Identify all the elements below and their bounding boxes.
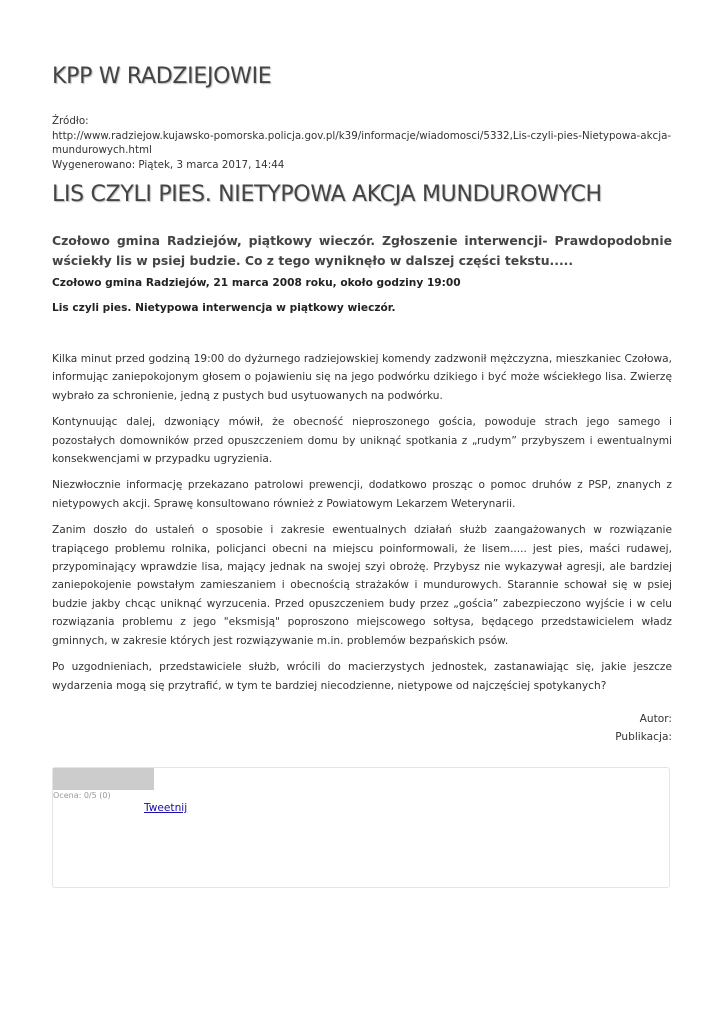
article-paragraph: Kontynuując dalej, dzwoniący mówił, że obecność nieproszonego gościa, powoduje strach jego samego i pozostałych domowników przed opuszczeniem domu by uniknąć spotkania z „rudym” przybyszem i ewentualnymi konsekwencjami w przypadku ugryzienia. <box>52 416 672 466</box>
source-block <box>52 114 672 172</box>
article-body <box>52 350 672 703</box>
article-meta <box>615 710 672 746</box>
author-label: Autor: <box>639 713 672 725</box>
site-title: KPP W RADZIEJOWIE <box>52 64 272 89</box>
article-dateline: Czołowo gmina Radziejów, 21 marca 2008 roku, około godziny 19:00 <box>52 277 461 289</box>
article-subtitle: Lis czyli pies. Nietypowa interwencja w piątkowy wieczór. <box>52 302 396 314</box>
source-label: Źródło: <box>52 115 89 127</box>
generated-timestamp: Wygenerowano: Piątek, 3 marca 2017, 14:44 <box>52 158 285 171</box>
article-title: LIS CZYLI PIES. NIETYPOWA AKCJA MUNDUROWYCH <box>52 182 602 207</box>
source-url: http://www.radziejow.kujawsko-pomorska.policja.gov.pl/k39/informacje/wiadomosci/5332,Lis-czyli-pies-Nietypowa-akcja-mundurowych.html <box>52 129 672 156</box>
rating-stars-bar[interactable] <box>53 768 154 790</box>
article-paragraph: Niezwłocznie informację przekazano patrolowi prewencji, dodatkowo prosząc o pomoc druhów z PSP, znanych z nietypowych akcji. Sprawę konsultowano również z Powiatowym Lekarzem Weterynarii. <box>52 479 672 510</box>
rating-text: Ocena: 0/5 (0) <box>53 791 111 800</box>
article-paragraph: Po uzgodnieniach, przedstawiciele służb, wrócili do macierzystych jednostek, zastanawiając się, jakie jeszcze wydarzenia mogą się przytrafić, w tym te bardziej niecodzienne, nietypowe od najczęściej spotykanych? <box>52 661 672 692</box>
publication-label: Publikacja: <box>615 731 672 743</box>
tweet-link[interactable]: Tweetnij <box>144 802 188 814</box>
article-paragraph: Zanim doszło do ustaleń o sposobie i zakresie ewentualnych działań służb zaangażowanych w rozwiązanie trapiącego problemu rolnika, policjanci obecni na miejscu poinformowali, że lisem..... jest pies, maści rudawej, przypominający wprawdzie lisa, mający jednak na swojej szyi obrożę. Przybysz nie wykazywał agresji, ale bardziej zaniepokojenie powstałym zamieszaniem i obecnością strażaków i mundurowych. Starannie schował się w psiej budzie jakby chcąc uniknąć wyrzucenia. Przed opuszczeniem budy przez „gościa” zabezpieczono wyjście i w celu rozwiązania problemu z jego "eksmisją" poproszono miejscowego sołtysa, będącego przedstawicielem władz gminnych, w zakresie których jest rozwiązywanie m.in. problemów bezpańskich psów. <box>52 524 672 647</box>
article-paragraph: Kilka minut przed godziną 19:00 do dyżurnego radziejowskiej komendy zadzwonił mężczyzna, mieszkaniec Czołowa, informując zaniepokojonym głosem o pojawieniu się na jego podwórku dzikiego i być może wściekłego lisa. Zwierzę wybrało za schronienie, jedną z pustych bud usytuowanych na podwórku. <box>52 353 672 402</box>
article-lead: Czołowo gmina Radziejów, piątkowy wieczór. Zgłoszenie interwencji- Prawdopodobnie wściekły lis w psiej budzie. Co z tego wyniknęło w dalszej części tekstu..... <box>52 233 672 268</box>
rating-box <box>52 767 670 888</box>
